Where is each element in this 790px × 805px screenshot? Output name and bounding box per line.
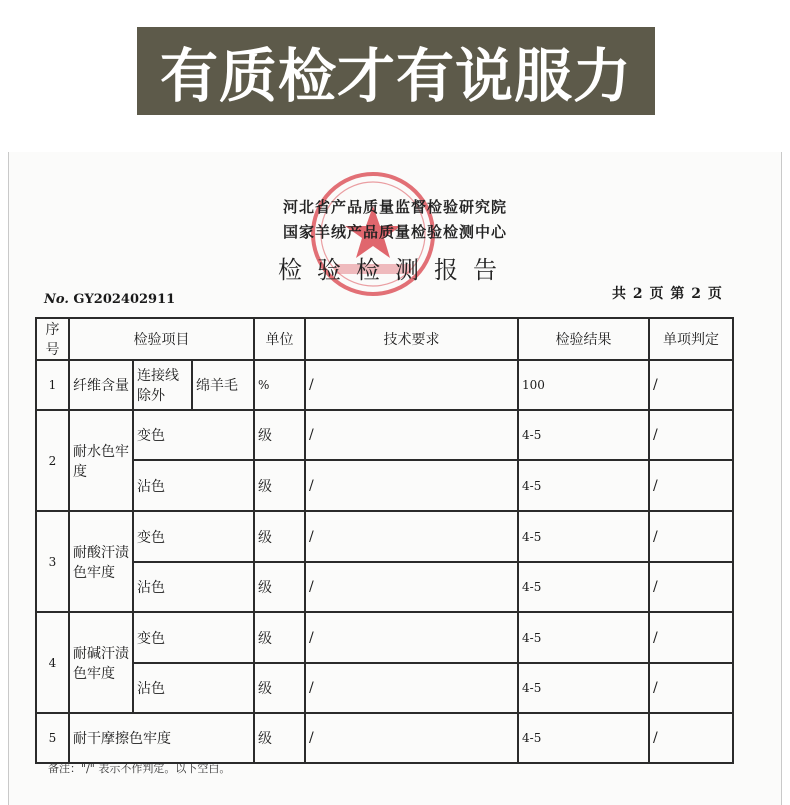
- judgement-cell: /: [649, 663, 733, 713]
- item-name: 耐酸汗渍色牢度: [69, 511, 133, 612]
- judgement-cell: /: [649, 410, 733, 460]
- requirement-cell: /: [305, 511, 518, 562]
- unit-cell: 级: [254, 612, 305, 663]
- headline-banner: 有质检才有说服力: [137, 27, 655, 115]
- center-name: 国家羊绒产品质量检验检测中心: [282, 223, 507, 241]
- report-title: 检验检测报告: [278, 256, 512, 284]
- judgement-cell: /: [649, 360, 733, 410]
- table-row: [36, 410, 733, 460]
- sub-item: 沾色: [133, 460, 254, 511]
- header-requirement: 技术要求: [305, 318, 518, 360]
- row-number: 3: [36, 511, 69, 612]
- institute-name: 河北省产品质量监督检验研究院: [282, 198, 507, 216]
- header-result: 检验结果: [518, 318, 649, 360]
- result-cell: 4-5: [518, 663, 649, 713]
- row-number: 2: [36, 410, 69, 511]
- table-header-row: [36, 318, 733, 360]
- result-cell: 4-5: [518, 511, 649, 562]
- sub-item: 变色: [133, 410, 254, 460]
- item-detail: 绵羊毛: [192, 360, 254, 410]
- inspection-table: [35, 317, 734, 764]
- unit-cell: 级: [254, 713, 305, 763]
- report-number-value: GY202402911: [73, 292, 176, 307]
- item-name: 耐碱汗渍色牢度: [69, 612, 133, 713]
- result-cell: 4-5: [518, 713, 649, 763]
- table-row: [36, 511, 733, 562]
- unit-cell: 级: [254, 410, 305, 460]
- table-row: [36, 562, 733, 612]
- report-number-prefix: No.: [44, 292, 69, 307]
- table-row: [36, 360, 733, 410]
- unit-cell: 级: [254, 663, 305, 713]
- result-cell: 4-5: [518, 460, 649, 511]
- table-row: [36, 713, 733, 763]
- judgement-cell: /: [649, 511, 733, 562]
- table-row: [36, 663, 733, 713]
- header-unit: 单位: [254, 318, 305, 360]
- header-judgement: 单项判定: [649, 318, 733, 360]
- sub-item: 沾色: [133, 562, 254, 612]
- remarks-note: 备注："/" 表示不作判定。以下空白。: [48, 762, 231, 775]
- report-number: [44, 292, 175, 307]
- unit-cell: %: [254, 360, 305, 410]
- requirement-cell: /: [305, 713, 518, 763]
- item-name: 耐水色牢度: [69, 410, 133, 511]
- judgement-cell: /: [649, 562, 733, 612]
- judgement-cell: /: [649, 460, 733, 511]
- page-indicator: 共 2 页 第 2 页: [612, 286, 723, 302]
- requirement-cell: /: [305, 663, 518, 713]
- unit-cell: 级: [254, 562, 305, 612]
- row-number: 1: [36, 360, 69, 410]
- judgement-cell: /: [649, 612, 733, 663]
- sub-item: 变色: [133, 511, 254, 562]
- requirement-cell: /: [305, 460, 518, 511]
- sub-item: 变色: [133, 612, 254, 663]
- requirement-cell: /: [305, 612, 518, 663]
- header-item: 检验项目: [69, 318, 254, 360]
- table-row: [36, 460, 733, 511]
- judgement-cell: /: [649, 713, 733, 763]
- item-name: 耐干摩擦色牢度: [69, 713, 254, 763]
- sub-item: 沾色: [133, 663, 254, 713]
- unit-cell: 级: [254, 460, 305, 511]
- requirement-cell: /: [305, 562, 518, 612]
- header-no: 序号: [36, 318, 69, 360]
- row-number: 5: [36, 713, 69, 763]
- table-row: [36, 612, 733, 663]
- sub-item: 连接线除外: [133, 360, 192, 410]
- requirement-cell: /: [305, 360, 518, 410]
- item-name: 纤维含量: [69, 360, 133, 410]
- result-cell: 4-5: [518, 410, 649, 460]
- unit-cell: 级: [254, 511, 305, 562]
- row-number: 4: [36, 612, 69, 713]
- result-cell: 4-5: [518, 612, 649, 663]
- result-cell: 100: [518, 360, 649, 410]
- requirement-cell: /: [305, 410, 518, 460]
- result-cell: 4-5: [518, 562, 649, 612]
